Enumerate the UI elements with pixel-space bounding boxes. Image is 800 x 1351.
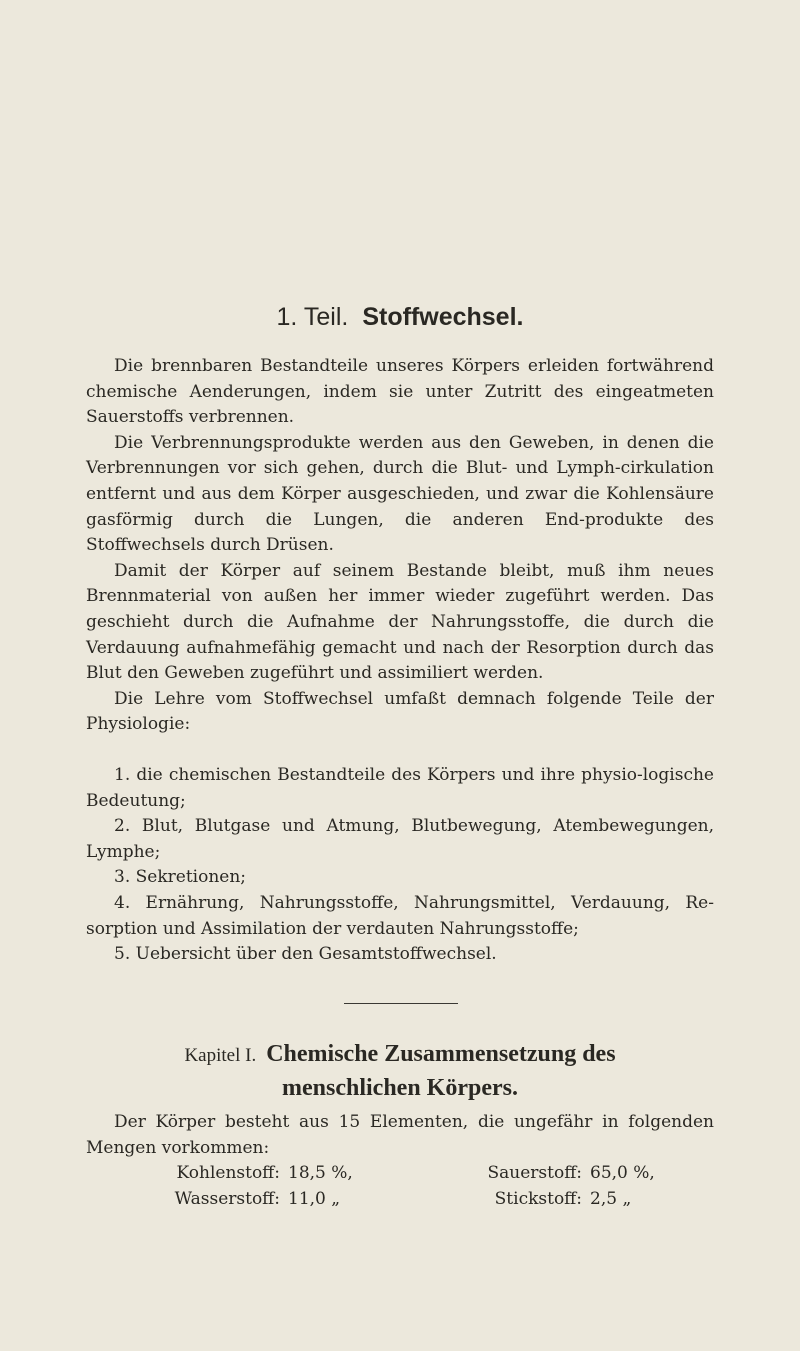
- part-number: 1. Teil.: [276, 303, 349, 331]
- part-heading: [0, 300, 800, 334]
- paragraph: Die brennbaren Bestandteile unseres Körpers erleiden fortwährend chemische Aenderungen, indem sie unter Zutritt des eingeatmeten Sauerstoffs verbrennen.: [86, 356, 714, 428]
- element-value: 11,0 „: [288, 1188, 341, 1209]
- intro-text: [86, 354, 714, 738]
- list-item: 4. Ernährung, Nahrungsstoffe, Nahrungsmittel, Verdauung, Re-sorption und Assimilation der verdauten Nahrungsstoffe;: [86, 892, 714, 939]
- element-name: Sauerstoff:: [487, 1163, 582, 1183]
- element-name: Kohlenstoff:: [176, 1163, 280, 1183]
- table-row: [140, 1161, 744, 1187]
- element-cell: [140, 1187, 442, 1213]
- element-value: 65,0 %,: [590, 1163, 655, 1183]
- chapter-title-line2: menschlichen Körpers.: [282, 1075, 518, 1101]
- topic-list: [86, 763, 714, 968]
- element-cell: [442, 1187, 744, 1213]
- chapter-title-line1: Chemische Zusammensetzung des: [266, 1041, 616, 1067]
- table-row: [140, 1187, 744, 1213]
- paragraph: Die Verbrennungsprodukte werden aus den Geweben, in denen die Verbrennungen vor sich gehen, durch die Blut- und Lymph-cirkulation entfernt und aus dem Körper ausgeschieden, und zwar die Kohlensäure gasförmig durch die Lungen, die anderen End-produkte des Stoffwechsels durch Drüsen.: [86, 432, 714, 556]
- paragraph: Damit der Körper auf seinem Bestande bleibt, muß ihm neues Brennmaterial von außen her immer wieder zugeführt werden. Das geschieht durch die Aufnahme der Nahrungsstoffe, die durch die Verdauung aufnahmefähig gemacht und nach der Resorption durch das Blut den Geweben zugeführt und assimiliert werden.: [86, 560, 714, 684]
- element-name: Stickstoff:: [494, 1188, 582, 1209]
- element-value: 18,5 %,: [288, 1163, 353, 1183]
- paragraph: Die Lehre vom Stoffwechsel umfaßt demnach folgende Teile der Physiologie:: [86, 688, 714, 735]
- list-item: 3. Sekretionen;: [114, 867, 247, 888]
- chapter-heading: [86, 1038, 714, 1106]
- chapter-text: [86, 1110, 714, 1161]
- element-table: [140, 1161, 744, 1212]
- part-title: Stoffwechsel.: [362, 303, 524, 331]
- list-item: 1. die chemischen Bestandteile des Körpers und ihre physio-logische Bedeutung;: [86, 765, 714, 811]
- list-item: 2. Blut, Blutgase und Atmung, Blutbewegung, Atembewegungen, Lymphe;: [86, 816, 714, 862]
- element-cell: [140, 1161, 442, 1187]
- element-name: Wasserstoff:: [174, 1188, 280, 1209]
- section-divider: [344, 1003, 458, 1004]
- paragraph: Der Körper besteht aus 15 Elementen, die ungefähr in folgenden Mengen vorkommen:: [86, 1112, 714, 1158]
- chapter-label: Kapitel I.: [184, 1045, 257, 1066]
- element-cell: [442, 1161, 744, 1187]
- list-item: 5. Uebersicht über den Gesamtstoffwechsel.: [114, 944, 497, 965]
- element-value: 2,5 „: [590, 1188, 632, 1209]
